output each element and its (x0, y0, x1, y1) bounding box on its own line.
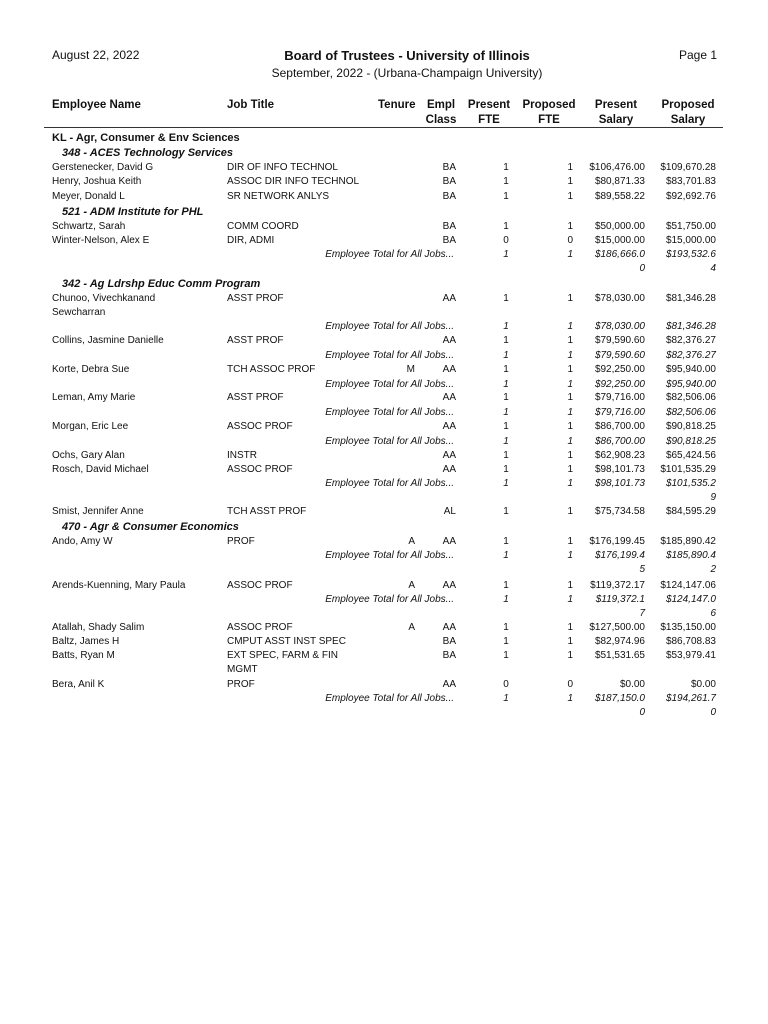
proposed-salary: $101,535.2 (665, 478, 716, 489)
job-title: ASSOC PROF (227, 580, 293, 591)
present-salary: $86,700.00 (594, 436, 645, 447)
present-salary: $119,372.1 (595, 594, 645, 605)
proposed-salary: $135,150.00 (660, 622, 716, 633)
job-title: ASST PROF (227, 392, 284, 403)
proposed-salary: $84,595.29 (665, 506, 716, 517)
present-fte: 1 (503, 464, 509, 475)
employee-name: Atallah, Shady Salim (52, 622, 145, 633)
present-fte: 1 (503, 221, 509, 232)
job-title: ASST PROF (227, 293, 284, 304)
empl-class: AA (442, 679, 456, 690)
proposed-salary: $83,701.83 (665, 176, 716, 187)
proposed-salary: $82,506.06 (665, 407, 716, 418)
total-label: Employee Total for All Jobs... (325, 550, 454, 561)
empl-class: AA (442, 580, 456, 591)
present-fte: 1 (503, 176, 509, 187)
col-header-pfte-line1: Present (467, 99, 511, 111)
present-salary: $79,716.00 (594, 392, 645, 403)
present-salary: $106,476.00 (589, 162, 645, 173)
proposed-salary: $109,670.28 (660, 162, 716, 173)
proposed-salary: $124,147.0 (665, 594, 716, 605)
present-salary: $127,500.00 (589, 622, 645, 633)
present-fte: 1 (503, 350, 509, 361)
present-salary: $79,590.60 (594, 335, 645, 346)
present-salary: $78,030.00 (594, 293, 645, 304)
employee-name: Ochs, Gary Alan (52, 450, 125, 461)
present-fte: 1 (503, 450, 509, 461)
proposed-fte: 1 (567, 650, 573, 661)
present-salary: 0 (639, 707, 645, 718)
employee-name: Batts, Ryan M (52, 650, 115, 661)
table-row (0, 190, 768, 204)
present-salary: $176,199.45 (589, 536, 645, 547)
empl-class: BA (442, 191, 456, 202)
proposed-salary: $53,979.41 (665, 650, 716, 661)
present-fte: 1 (503, 191, 509, 202)
employee-name: Baltz, James H (52, 636, 120, 647)
employee-total-row (0, 349, 768, 363)
present-salary: $0.00 (619, 679, 645, 690)
proposed-salary: $81,346.28 (665, 321, 716, 332)
present-fte: 1 (503, 293, 509, 304)
job-title: TCH ASST PROF (227, 506, 307, 517)
col-header-psal-line2: Salary (598, 114, 634, 126)
present-fte: 0 (503, 235, 509, 246)
present-salary: 7 (639, 608, 645, 619)
employee-total-row (0, 320, 768, 334)
department-heading: 470 - Agr & Consumer Economics (62, 521, 239, 533)
job-title: DIR, ADMI (227, 235, 275, 246)
header-divider (44, 127, 723, 128)
present-fte: 1 (503, 594, 509, 605)
employee-total-row (0, 549, 768, 575)
employee-name: Meyer, Donald L (52, 191, 125, 202)
proposed-salary: $95,940.00 (665, 364, 716, 375)
table-row (0, 175, 768, 189)
proposed-salary: $185,890.4 (665, 550, 716, 561)
present-fte: 1 (503, 436, 509, 447)
empl-class: AA (442, 293, 456, 304)
proposed-fte: 0 (567, 235, 573, 246)
present-fte: 1 (503, 536, 509, 547)
proposed-salary: $0.00 (690, 679, 716, 690)
present-salary: $98,101.73 (594, 478, 645, 489)
job-title: EXT SPEC, FARM & FIN (227, 650, 338, 661)
proposed-salary: $82,376.27 (665, 335, 716, 346)
proposed-fte: 0 (567, 679, 573, 690)
col-header-pfte-line2: FTE (478, 114, 500, 126)
present-fte: 1 (503, 249, 509, 260)
total-label: Employee Total for All Jobs... (325, 379, 454, 390)
present-fte: 1 (503, 650, 509, 661)
employee-name: Henry, Joshua Keith (52, 176, 142, 187)
employee-name: Leman, Amy Marie (52, 392, 136, 403)
present-salary: $92,250.00 (594, 364, 645, 375)
present-salary: $78,030.00 (594, 321, 645, 332)
job-title: ASST PROF (227, 335, 284, 346)
proposed-salary: $51,750.00 (665, 221, 716, 232)
present-fte: 1 (503, 506, 509, 517)
proposed-fte: 1 (567, 191, 573, 202)
proposed-fte: 1 (567, 335, 573, 346)
col-header-present-salary (588, 98, 644, 128)
col-header-psal-line1: Present (594, 99, 638, 111)
empl-class: BA (442, 650, 456, 661)
total-label: Employee Total for All Jobs... (325, 407, 454, 418)
table-row (0, 234, 768, 248)
col-header-empl-line2: Class (425, 114, 457, 126)
proposed-fte: 1 (567, 580, 573, 591)
employee-name: Collins, Jasmine Danielle (52, 335, 164, 346)
employee-total-row (0, 593, 768, 619)
col-header-job-title: Job Title (227, 99, 275, 111)
proposed-salary: $90,818.25 (665, 421, 716, 432)
present-salary: $15,000.00 (594, 235, 645, 246)
proposed-fte: 1 (567, 407, 573, 418)
proposed-salary: $82,506.06 (665, 392, 716, 403)
col-header-empl-line1: Empl (426, 99, 456, 111)
report-title: Board of Trustees - University of Illinois (284, 48, 530, 63)
proposed-salary: 4 (710, 263, 716, 274)
total-label: Employee Total for All Jobs... (325, 350, 454, 361)
employee-total-row (0, 378, 768, 392)
table-row (0, 420, 768, 434)
job-title: COMM COORD (227, 221, 299, 232)
employee-name: Winter-Nelson, Alex E (52, 235, 150, 246)
present-fte: 1 (503, 407, 509, 418)
empl-class: AA (442, 622, 456, 633)
proposed-fte: 1 (567, 478, 573, 489)
proposed-fte: 1 (567, 293, 573, 304)
present-salary: $75,734.58 (594, 506, 645, 517)
present-salary: $86,700.00 (594, 421, 645, 432)
empl-class: BA (442, 162, 456, 173)
proposed-salary: 9 (710, 492, 716, 503)
employee-name: Rosch, David Michael (52, 464, 149, 475)
present-salary: $187,150.0 (594, 693, 645, 704)
job-title: ASSOC PROF (227, 464, 293, 475)
employee-name: Ando, Amy W (52, 536, 113, 547)
job-title: PROF (227, 536, 255, 547)
employee-total-row (0, 477, 768, 503)
present-salary: $82,974.96 (594, 636, 645, 647)
job-title: ASSOC DIR INFO TECHNOL (227, 176, 360, 187)
empl-class: AA (442, 450, 456, 461)
proposed-fte: 1 (567, 594, 573, 605)
proposed-salary: 2 (710, 564, 716, 575)
tenure-code: A (408, 536, 415, 547)
empl-class: AA (442, 464, 456, 475)
empl-class: BA (442, 235, 456, 246)
table-row (0, 161, 768, 175)
employee-name: Bera, Anil K (52, 679, 105, 690)
col-header-prsal-line2: Salary (670, 114, 706, 126)
present-salary: $79,590.60 (594, 350, 645, 361)
present-salary: $186,666.0 (594, 249, 645, 260)
proposed-fte: 1 (567, 379, 573, 390)
proposed-salary: $81,346.28 (665, 293, 716, 304)
employee-total-row (0, 406, 768, 420)
table-row (0, 579, 768, 593)
present-fte: 1 (503, 162, 509, 173)
page-number: Page 1 (679, 48, 718, 62)
table-row (0, 449, 768, 463)
present-salary: $89,558.22 (594, 191, 645, 202)
proposed-salary: $194,261.7 (665, 693, 716, 704)
table-row (0, 391, 768, 405)
proposed-salary: $95,940.00 (665, 379, 716, 390)
proposed-salary: $185,890.42 (660, 536, 716, 547)
empl-class: AA (442, 536, 456, 547)
present-fte: 1 (503, 580, 509, 591)
table-row (0, 292, 768, 318)
present-salary: $50,000.00 (594, 221, 645, 232)
employee-name: Arends-Kuenning, Mary Paula (52, 580, 186, 591)
present-salary: $51,531.65 (594, 650, 645, 661)
table-row (0, 635, 768, 649)
job-title: CMPUT ASST INST SPEC (227, 636, 346, 647)
present-fte: 1 (503, 379, 509, 390)
present-salary: $80,871.33 (594, 176, 645, 187)
present-fte: 1 (503, 321, 509, 332)
col-header-prfte-line2: FTE (538, 114, 560, 126)
total-label: Employee Total for All Jobs... (325, 693, 454, 704)
total-label: Employee Total for All Jobs... (325, 594, 454, 605)
col-header-proposed-salary (658, 98, 718, 128)
job-title: MGMT (227, 664, 258, 675)
present-salary: 5 (639, 564, 645, 575)
col-header-employee-name: Employee Name (52, 99, 141, 111)
proposed-salary: 6 (710, 608, 716, 619)
department-heading: 348 - ACES Technology Services (62, 147, 233, 159)
empl-class: AL (443, 506, 456, 517)
proposed-salary: $15,000.00 (665, 235, 716, 246)
total-label: Employee Total for All Jobs... (325, 249, 454, 260)
proposed-fte: 1 (567, 321, 573, 332)
present-fte: 1 (503, 478, 509, 489)
present-fte: 1 (503, 636, 509, 647)
table-row (0, 334, 768, 348)
proposed-fte: 1 (567, 450, 573, 461)
total-label: Employee Total for All Jobs... (325, 478, 454, 489)
job-title: DIR OF INFO TECHNOL (227, 162, 338, 173)
department-heading: 342 - Ag Ldrshp Educ Comm Program (62, 278, 261, 290)
proposed-fte: 1 (567, 162, 573, 173)
job-title: PROF (227, 679, 255, 690)
col-header-present-fte (466, 98, 512, 128)
table-row (0, 678, 768, 692)
table-row (0, 535, 768, 549)
present-fte: 0 (503, 679, 509, 690)
proposed-fte: 1 (567, 421, 573, 432)
present-fte: 1 (503, 364, 509, 375)
job-title: TCH ASSOC PROF (227, 364, 316, 375)
col-header-prsal-line1: Proposed (661, 99, 715, 111)
proposed-salary: $82,376.27 (665, 350, 716, 361)
tenure-code: A (408, 622, 415, 633)
employee-total-row (0, 435, 768, 449)
employee-name: Korte, Debra Sue (52, 364, 130, 375)
present-salary: $92,250.00 (594, 379, 645, 390)
proposed-fte: 1 (567, 436, 573, 447)
tenure-code: M (406, 364, 415, 375)
employee-name: Schwartz, Sarah (52, 221, 126, 232)
empl-class: BA (442, 221, 456, 232)
employee-total-row (0, 692, 768, 718)
present-salary: $119,372.17 (590, 580, 645, 591)
proposed-fte: 1 (567, 249, 573, 260)
report-date: August 22, 2022 (52, 48, 140, 62)
org-heading: KL - Agr, Consumer & Env Sciences (52, 132, 240, 144)
job-title: INSTR (227, 450, 257, 461)
proposed-fte: 1 (567, 350, 573, 361)
empl-class: BA (442, 636, 456, 647)
proposed-salary: $65,424.56 (665, 450, 716, 461)
empl-class: AA (442, 421, 456, 432)
proposed-fte: 1 (567, 536, 573, 547)
total-label: Employee Total for All Jobs... (325, 436, 454, 447)
proposed-fte: 1 (567, 364, 573, 375)
present-salary: $62,908.23 (594, 450, 645, 461)
proposed-salary: $86,708.83 (665, 636, 716, 647)
present-salary: $79,716.00 (594, 407, 645, 418)
employee-total-row (0, 248, 768, 274)
present-fte: 1 (503, 550, 509, 561)
tenure-code: A (408, 580, 415, 591)
proposed-salary: $124,147.06 (660, 580, 716, 591)
col-header-prfte-line1: Proposed (522, 99, 576, 111)
proposed-salary: $90,818.25 (665, 436, 716, 447)
col-header-proposed-fte (520, 98, 578, 128)
table-row (0, 363, 768, 377)
table-row (0, 621, 768, 635)
present-fte: 1 (503, 392, 509, 403)
employee-name: Chunoo, Vivechkanand (52, 293, 156, 304)
table-row (0, 505, 768, 519)
empl-class: BA (442, 176, 456, 187)
present-fte: 1 (503, 335, 509, 346)
proposed-fte: 1 (567, 506, 573, 517)
present-fte: 1 (503, 421, 509, 432)
proposed-salary: $92,692.76 (665, 191, 716, 202)
empl-class: AA (442, 335, 456, 346)
proposed-salary: $193,532.6 (665, 249, 716, 260)
empl-class: AA (442, 392, 456, 403)
proposed-fte: 1 (567, 464, 573, 475)
job-title: ASSOC PROF (227, 421, 293, 432)
present-salary: $98,101.73 (594, 464, 645, 475)
job-title: SR NETWORK ANLYS (227, 191, 330, 202)
proposed-fte: 1 (567, 550, 573, 561)
col-header-empl-class (424, 98, 458, 128)
total-label: Employee Total for All Jobs... (325, 321, 454, 332)
present-salary: 0 (639, 263, 645, 274)
employee-name: Morgan, Eric Lee (52, 421, 129, 432)
proposed-fte: 1 (567, 693, 573, 704)
proposed-fte: 1 (567, 221, 573, 232)
employee-name: Sewcharran (52, 307, 106, 318)
proposed-fte: 1 (567, 636, 573, 647)
job-title: ASSOC PROF (227, 622, 293, 633)
proposed-fte: 1 (567, 176, 573, 187)
present-fte: 1 (503, 693, 509, 704)
proposed-fte: 1 (567, 392, 573, 403)
present-salary: $176,199.4 (594, 550, 645, 561)
employee-name: Gerstenecker, David G (52, 162, 154, 173)
report-subtitle: September, 2022 - (Urbana-Champaign University) (271, 66, 543, 80)
table-row (0, 649, 768, 675)
proposed-fte: 1 (567, 622, 573, 633)
table-row (0, 220, 768, 234)
empl-class: AA (442, 364, 456, 375)
table-row (0, 463, 768, 477)
proposed-salary: 0 (710, 707, 716, 718)
employee-name: Smist, Jennifer Anne (52, 506, 144, 517)
proposed-salary: $101,535.29 (660, 464, 716, 475)
col-header-tenure: Tenure (378, 99, 416, 111)
present-fte: 1 (503, 622, 509, 633)
department-heading: 521 - ADM Institute for PHL (62, 206, 204, 218)
